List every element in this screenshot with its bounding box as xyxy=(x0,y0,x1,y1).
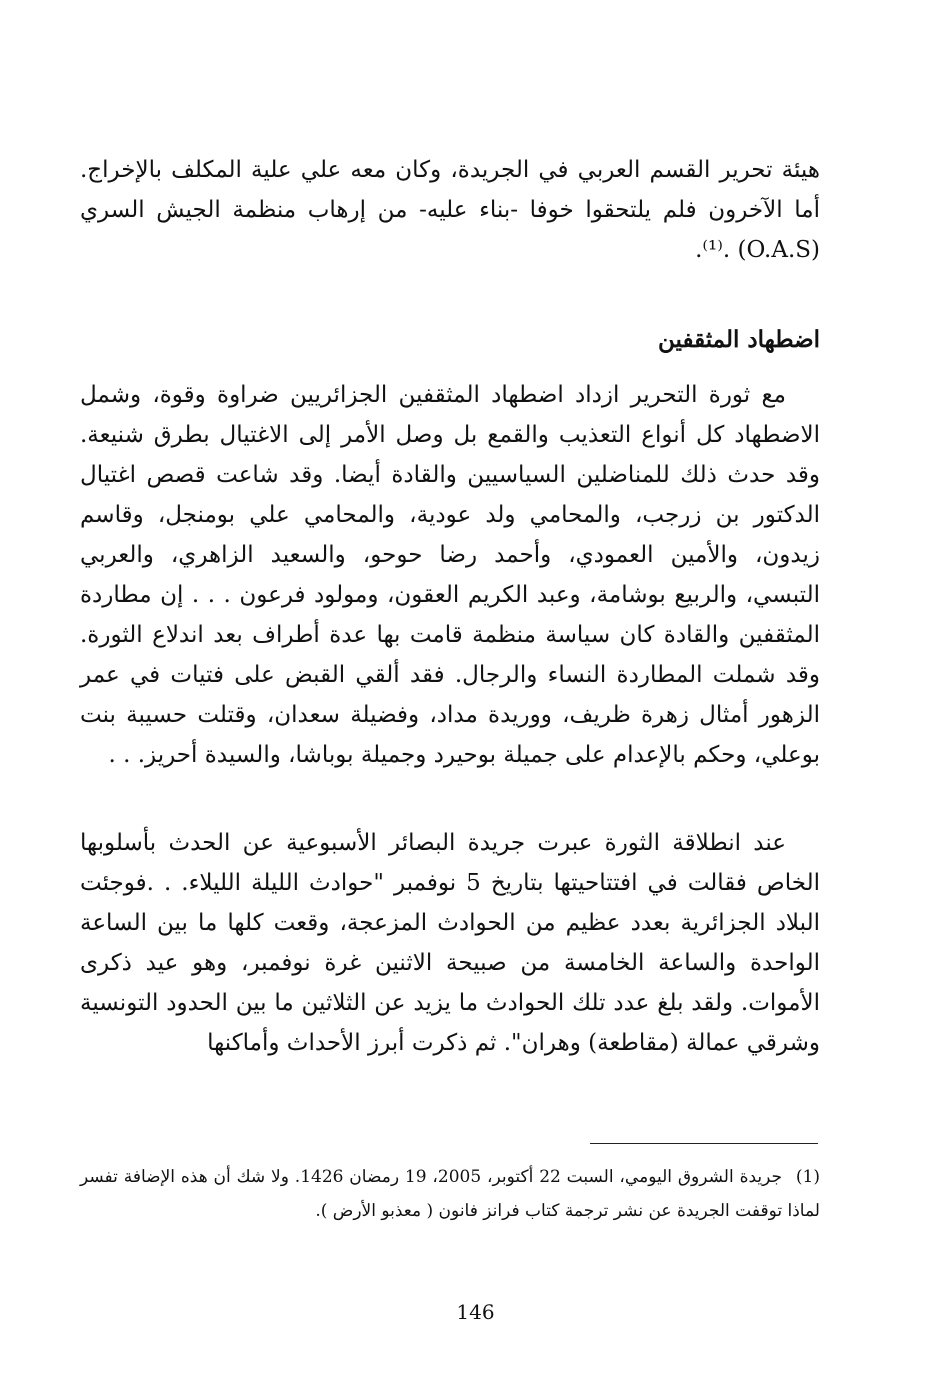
intro-paragraph: هيئة تحرير القسم العربي في الجريدة، وكان معه علي علية المكلف بالإخراج. أما الآخرون فلم يلتحقوا خوفا -بناء عليه- من إرهاب منظمة الجيش السري (O.A.S) .⁽¹⁾. xyxy=(80,157,820,263)
body-paragraph-2: عند انطلاقة الثورة عبرت جريدة البصائر الأسبوعية عن الحدث بأسلوبها الخاص فقالت في افتتاحيتها بتاريخ 5 نوفمبر "حوادث الليلة الليلاء. . .فوجئت البلاد الجزائرية بعدد عظيم من الحوادث المزعجة، وقعت كلها ما بين الساعة الواحدة والساعة الخامسة من صبيحة الاثنين غرة نوفمبر، وهو عيد ذكرى الأموات. ولقد بلغ عدد تلك الحوادث ما يزيد عن الثلاثين ما بين الحدود التونسية وشرقي عمالة (مقاطعة) وهران". ثم ذكرت أبرز الأحداث وأماكنها xyxy=(80,830,820,1056)
section-heading: اضطهاد المثقفين xyxy=(658,326,820,353)
page-number: 146 xyxy=(456,1300,495,1324)
body-paragraph-1: مع ثورة التحرير ازداد اضطهاد المثقفين الجزائريين ضراوة وقوة، وشمل الاضطهاد كل أنواع التعذيب والقمع بل وصل الأمر إلى الاغتيال بطرق شنيعة. وقد حدث ذلك للمناضلين السياسيين والقادة أيضا. وقد شاعت قصص اغتيال الدكتور بن زرجب، والمحامي ولد عودية، والمحامي علي بومنجل، وقاسم زيدون، والأمين العمودي، وأحمد رضا حوحو، والسعيد الزاهري، والعربي التبسي، والربيع بوشامة، وعبد الكريم العقون، ومولود فرعون . . . إن مطاردة المثقفين والقادة كان سياسة منظمة قامت بها عدة أطراف بعد اندلاع الثورة. وقد شملت المطاردة النساء والرجال. فقد ألقي القبض على فتيات في عمر الزهور أمثال زهرة ظريف، ووريدة مداد، وفضيلة سعدان، وقتلت حسيبة بنت بوعلي، وحكم بالإعدام على جميلة بوحيرد وجميلة بوباشا، والسيدة أحريز. . . xyxy=(80,382,820,768)
footnote-divider xyxy=(590,1143,818,1144)
footnote-marker: (1) xyxy=(795,1167,820,1187)
footnote xyxy=(80,1160,820,1228)
footnote-text: جريدة الشروق اليومي، السبت 22 أكتوبر، 2005، 19 رمضان 1426. ولا شك أن هذه الإضافة تفسر لماذا توقفت الجريدة عن نشر ترجمة كتاب فرانز فانون ( معذبو الأرض ). xyxy=(80,1167,820,1221)
